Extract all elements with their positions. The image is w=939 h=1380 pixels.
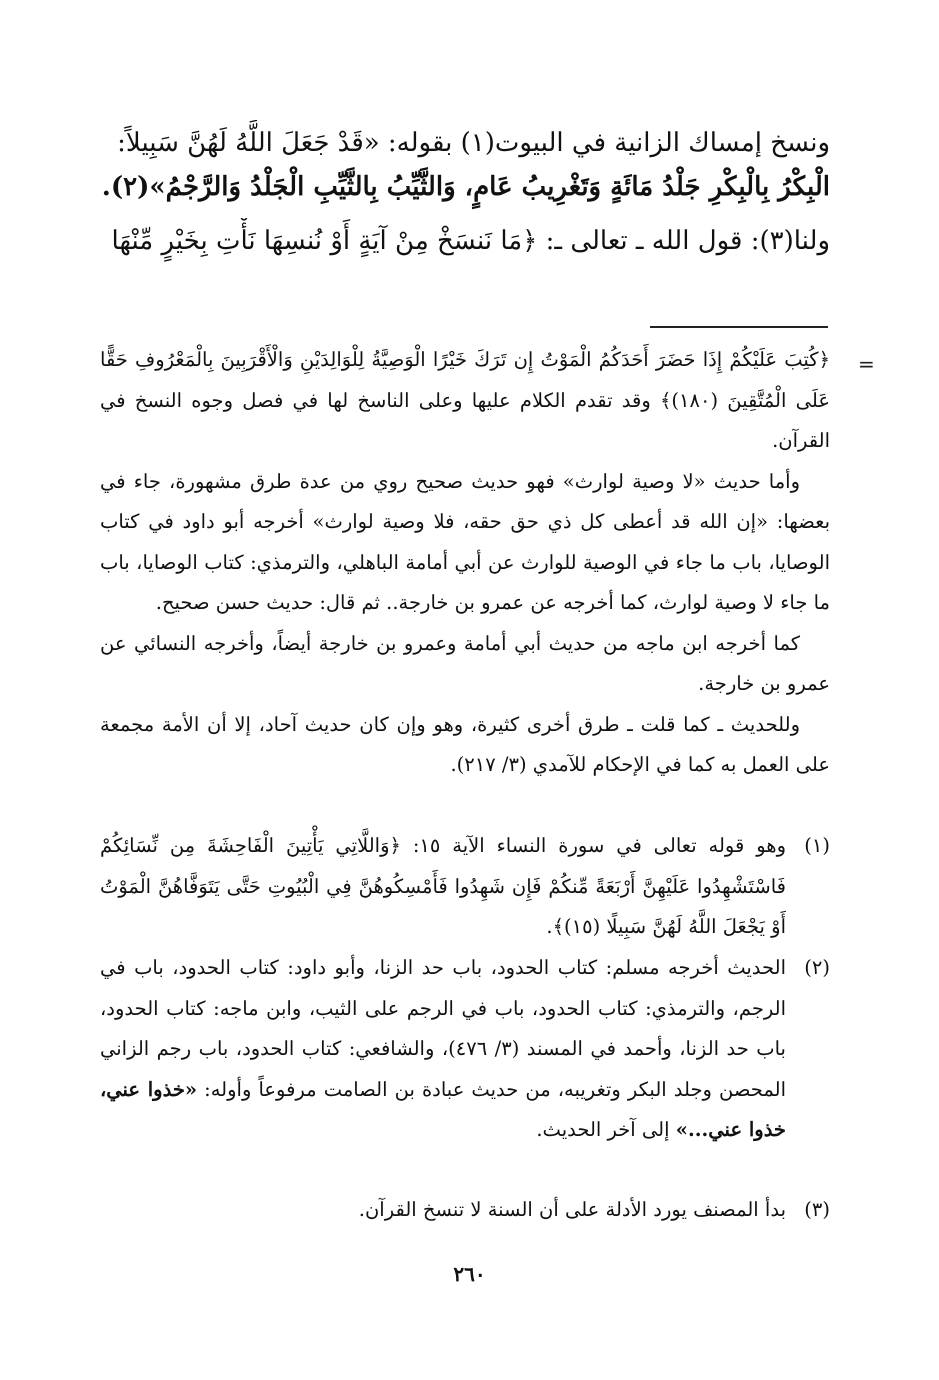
footnote-continuation (100, 340, 830, 786)
footnote-3-number: (٣) (804, 1198, 830, 1221)
footnote-1 (100, 826, 830, 948)
footnote-divider (650, 326, 828, 328)
footnote-2-body (100, 948, 786, 1151)
footnote-1-text: وهو قوله تعالى في سورة النساء الآية ١٥: ﴿وَاللَّاتِي يَأْتِينَ الْفَاحِشَةَ مِن نِّسَائِكُمْ فَاسْتَشْهِدُوا عَلَيْهِنَّ أَرْبَعَةً مِّنكُمْ فَإِن شَهِدُوا فَأَمْسِكُوهُنَّ فِي الْبُيُوتِ حَتَّى يَتَوَفَّاهُنَّ الْمَوْتُ أَوْ يَجْعَلَ اللَّهُ لَهُنَّ سَبِيلًا (١٥)﴾. (100, 834, 787, 938)
footnote-2-text: الحديث أخرجه مسلم: كتاب الحدود، باب حد الزنا، وأبو داود: كتاب الحدود، باب في الرجم، والترمذي: كتاب الحدود، باب في الرجم على الثيب، وابن ماجه: كتاب الحدود، باب حد الزنا، وأحمد في المسند (٣/ ٤٧٦)، والشافعي: كتاب الحدود، باب رجم الزاني المحصن وجلد البكر وتغريبه، من حديث عبادة بن الصامت مرفوعاً وأوله: (100, 956, 786, 1101)
footnote-3 (100, 1190, 830, 1231)
main-text-line-1: ونسخ إمساك الزانية في البيوت(١) بقوله: «قَدْ جَعَلَ اللَّهُ لَهُنَّ سَبِيلاً: (117, 128, 830, 158)
main-text-line-2: الْبِكْرُ بِالْبِكْرِ جَلْدُ مَائَةٍ وَتَغْرِيبُ عَامٍ، وَالثَّيِّبُ بِالثَّيِّبِ الْجَلْدُ وَالرَّجْمُ»(٢). (101, 172, 830, 202)
continuation-mark: = (858, 352, 875, 376)
footnote-3-text: بدأ المصنف يورد الأدلة على أن السنة لا تنسخ القرآن. (358, 1198, 786, 1221)
footnote-2-number: (٢) (804, 956, 830, 979)
page-number: ٢٦٠ (453, 1262, 486, 1286)
footnote-2-tail: إلى آخر الحديث. (536, 1118, 676, 1141)
footnote-continuation-paragraph-3: كما أخرجه ابن ماجه من حديث أبي أمامة وعمرو بن خارجة أيضاً، وأخرجه النسائي عن عمرو بن خارجة. (100, 631, 830, 695)
main-text-line-3: ولنا(٣): قول الله ـ تعالى ـ: ﴿مَا نَنسَخْ مِنْ آيَةٍ أَوْ نُنسِهَا نَأْتِ بِخَيْرٍ مِّنْهَا (111, 226, 830, 256)
footnote-continuation-paragraph-1: ﴿كُتِبَ عَلَيْكُمْ إِذَا حَضَرَ أَحَدَكُمُ الْمَوْتُ إِن تَرَكَ خَيْرًا الْوَصِيَّةُ لِلْوَالِدَيْنِ وَالْأَقْرَبِينَ بِالْمَعْرُوفِ حَقًّا عَلَى الْمُتَّقِينَ (١٨٠)﴾ وقد تقدم الكلام عليها وعلى الناسخ لها في فصل وجوه النسخ في القرآن. (100, 348, 830, 452)
footnote-2-hadith-quote: «خذوا عني، خذوا عني...» (100, 1077, 786, 1141)
footnote-1-number: (١) (804, 834, 830, 857)
footnote-continuation-paragraph-4: وللحديث ـ كما قلت ـ طرق أخرى كثيرة، وهو وإن كان حديث آحاد، إلا أن الأمة مجمعة على العمل به كما في الإحكام للآمدي (٣/ ٢١٧). (100, 712, 830, 776)
footnote-2 (100, 948, 830, 1151)
footnote-continuation-paragraph-2: وأما حديث «لا وصية لوارث» فهو حديث صحيح روي من عدة طرق مشهورة، جاء في بعضها: «إن الله قد أعطى كل ذي حق حقه، فلا وصية لوارث» أخرجه أبو داود في كتاب الوصايا، باب ما جاء في الوصية للوارث عن أبي أمامة الباهلي، والترمذي: كتاب الوصايا، باب ما جاء لا وصية لوارث، كما أخرجه عن عمرو بن خارجة.. ثم قال: حديث حسن صحيح. (100, 469, 830, 614)
